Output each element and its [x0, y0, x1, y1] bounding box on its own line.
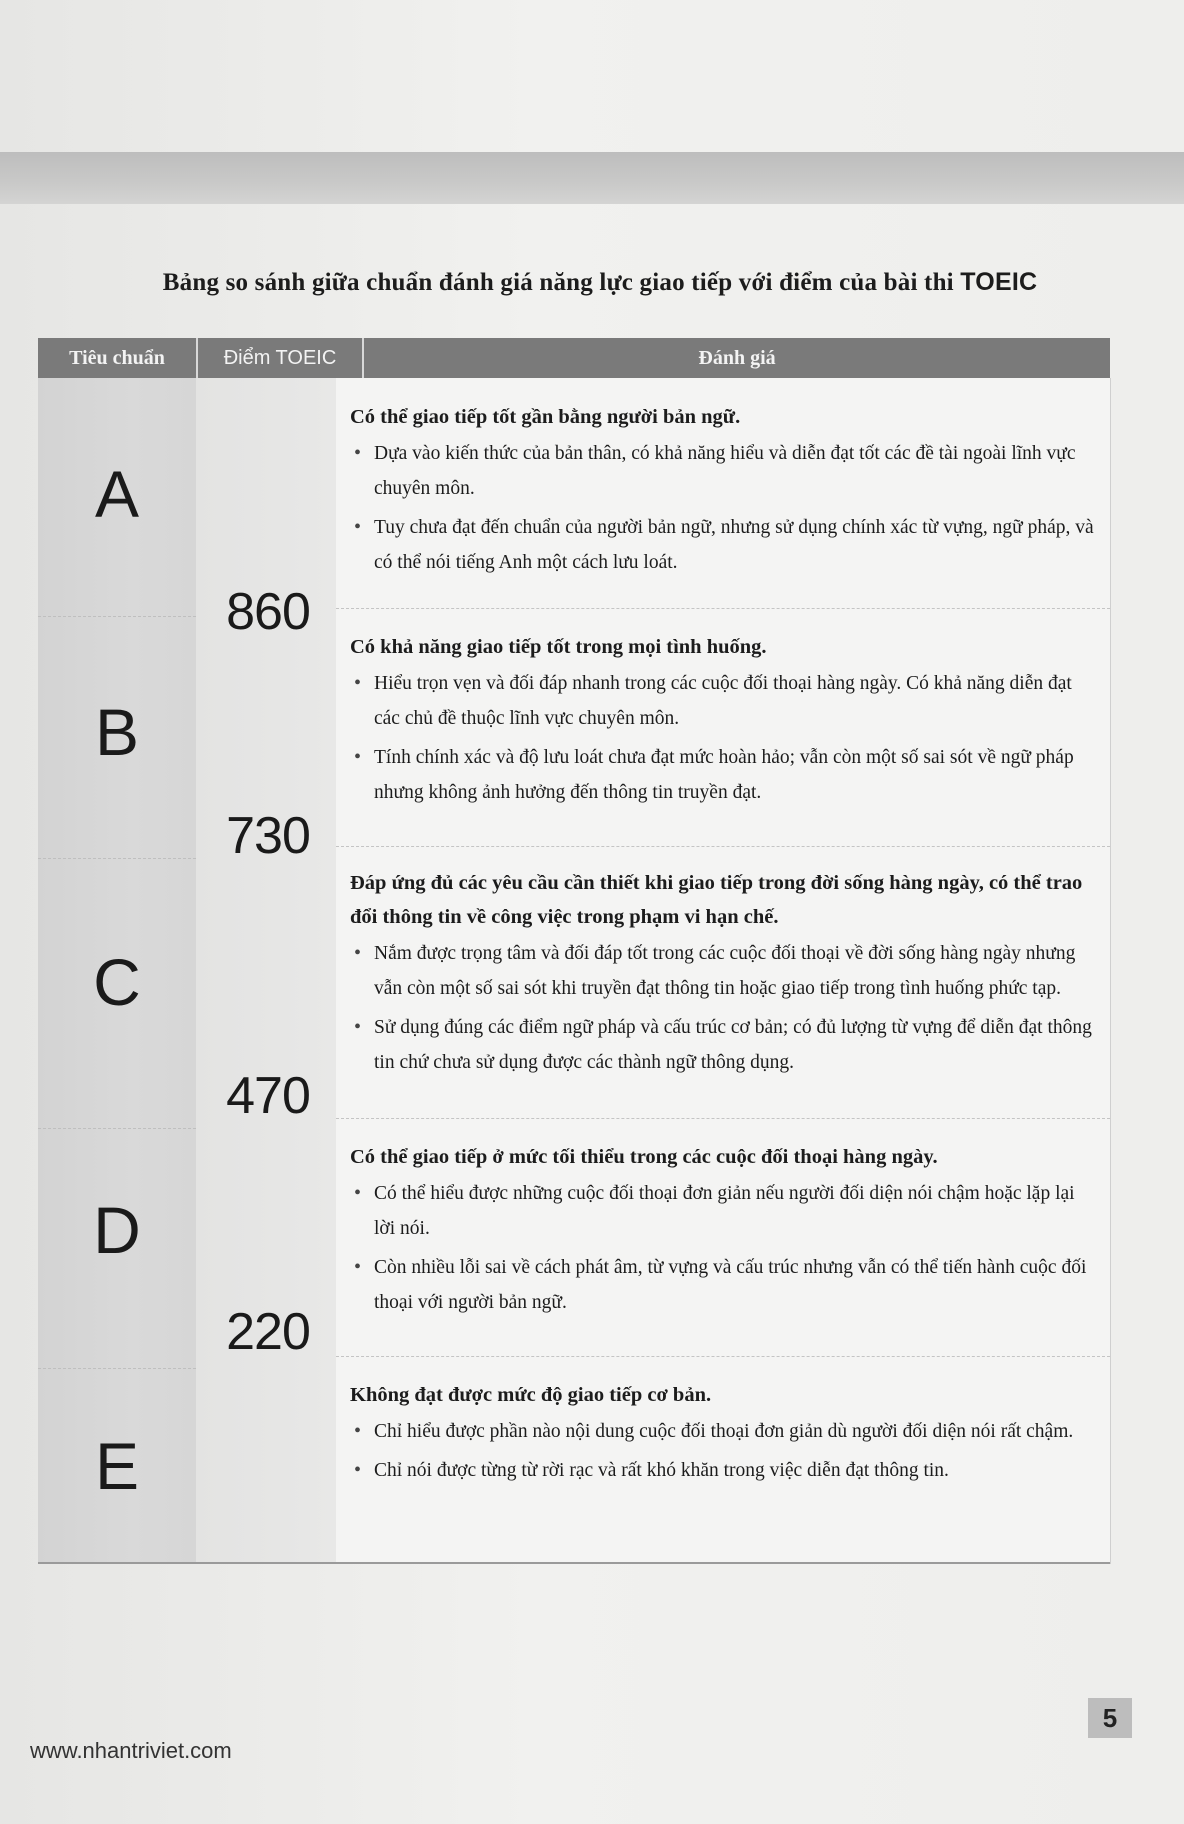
bullet-dot: •	[354, 1182, 362, 1204]
row-divider	[38, 858, 196, 859]
level-c-evaluation	[350, 866, 1100, 1084]
level-letter: B	[94, 695, 140, 769]
bullet-text: Còn nhiều lỗi sai về cách phát âm, từ vựng và cấu trúc nhưng vẫn có thể tiến hành cuộc đối thoại với người bản ngữ.	[374, 1257, 1087, 1313]
header-evaluation: Đánh giá	[362, 338, 1110, 378]
caption-toeic: TOEIC	[960, 268, 1038, 296]
level-letter: D	[93, 1193, 141, 1267]
comparison-table	[38, 338, 1110, 1564]
level-e-evaluation	[350, 1378, 1100, 1492]
level-a-evaluation	[350, 400, 1100, 584]
bullet-dot: •	[354, 516, 362, 538]
level-bullet	[350, 1176, 1100, 1246]
bullet-dot: •	[354, 442, 362, 464]
header-band	[0, 152, 1184, 204]
score-column	[196, 378, 336, 1564]
bullet-dot: •	[354, 1256, 362, 1278]
level-bullet	[350, 666, 1100, 736]
row-divider	[336, 1356, 1110, 1357]
bullet-text: Hiểu trọn vẹn và đối đáp nhanh trong các cuộc đối thoại hàng ngày. Có khả năng diễn đạt các chủ đề thuộc lĩnh vực chuyên môn.	[374, 673, 1072, 729]
publisher-url: www.nhantriviet.com	[30, 1738, 232, 1763]
row-divider	[38, 1128, 196, 1129]
level-letter: C	[93, 945, 141, 1019]
bullet-text: Tuy chưa đạt đến chuẩn của người bản ngữ, nhưng sử dụng chính xác từ vựng, ngữ pháp, và có thể nói tiếng Anh một cách lưu loát.	[374, 517, 1094, 573]
level-title: Có thể giao tiếp tốt gần bằng người bản ngữ.	[350, 406, 741, 428]
bullet-text: Có thể hiểu được những cuộc đối thoại đơn giản nếu người đối diện nói chậm hoặc lặp lại lời nói.	[374, 1183, 1075, 1239]
row-divider	[336, 608, 1110, 609]
level-letter: E	[94, 1429, 140, 1503]
level-title: Có thể giao tiếp ở mức tối thiểu trong các cuộc đối thoại hàng ngày.	[350, 1146, 938, 1168]
table-caption	[80, 268, 1120, 308]
bullet-text: Dựa vào kiến thức của bản thân, có khả năng hiểu và diễn đạt tốt các đề tài ngoài lĩnh vực chuyên môn.	[374, 443, 1076, 499]
toeic-score: 860	[226, 583, 310, 641]
bullet-text: Sử dụng đúng các điểm ngữ pháp và cấu trúc cơ bản; có đủ lượng từ vựng để diễn đạt thông tin chứ chưa sử dụng được các thành ngữ thông dụng.	[374, 1017, 1092, 1073]
level-bullet	[350, 1453, 1100, 1488]
bullet-dot: •	[354, 1420, 362, 1442]
level-bullet	[350, 436, 1100, 506]
caption-text: Bảng so sánh giữa chuẩn đánh giá năng lực giao tiếp với điểm của bài thi	[162, 269, 954, 296]
header-standard: Tiêu chuẩn	[38, 338, 196, 378]
bullet-dot: •	[354, 672, 362, 694]
toeic-score: 730	[226, 807, 310, 865]
level-bullet	[350, 1010, 1100, 1080]
level-title: Có khả năng giao tiếp tốt trong mọi tình huống.	[350, 636, 767, 658]
toeic-score: 220	[226, 1303, 310, 1361]
level-d-evaluation	[350, 1140, 1100, 1324]
bullet-dot: •	[354, 1016, 362, 1038]
table-bottom-border	[38, 1562, 1110, 1564]
bullet-dot: •	[354, 942, 362, 964]
level-bullet	[350, 510, 1100, 580]
level-title: Đáp ứng đủ các yêu cầu cần thiết khi giao tiếp trong đời sống hàng ngày, có thể trao đổi thông tin về công việc trong phạm vi hạn chế.	[350, 872, 1083, 928]
row-divider	[336, 1118, 1110, 1119]
bullet-text: Chỉ hiểu được phần nào nội dung cuộc đối thoại đơn giản dù người đối diện nói rất chậm.	[374, 1421, 1074, 1442]
level-bullet	[350, 740, 1100, 810]
header-score: Điểm TOEIC	[196, 338, 362, 378]
level-title: Không đạt được mức độ giao tiếp cơ bản.	[350, 1384, 712, 1406]
row-divider	[336, 846, 1110, 847]
bullet-dot: •	[354, 746, 362, 768]
level-bullet	[350, 1414, 1100, 1449]
bullet-dot: •	[354, 1459, 362, 1481]
page-number: 5	[1088, 1698, 1132, 1738]
bullet-text: Chỉ nói được từng từ rời rạc và rất khó khăn trong việc diễn đạt thông tin.	[374, 1460, 949, 1481]
row-divider	[38, 1368, 196, 1369]
row-divider	[38, 616, 196, 617]
level-letter: A	[94, 457, 140, 531]
level-b-evaluation	[350, 630, 1100, 814]
level-bullet	[350, 936, 1100, 1006]
toeic-score: 470	[226, 1067, 310, 1125]
bullet-text: Tính chính xác và độ lưu loát chưa đạt mức hoàn hảo; vẫn còn một số sai sót về ngữ pháp nhưng không ảnh hưởng đến thông tin truyền đạt.	[374, 747, 1074, 803]
bullet-text: Nắm được trọng tâm và đối đáp tốt trong các cuộc đối thoại về đời sống hàng ngày nhưng vẫn còn một số sai sót khi truyền đạt thông tin hoặc giao tiếp trong tình huống phức tạp.	[374, 943, 1076, 999]
level-bullet	[350, 1250, 1100, 1320]
